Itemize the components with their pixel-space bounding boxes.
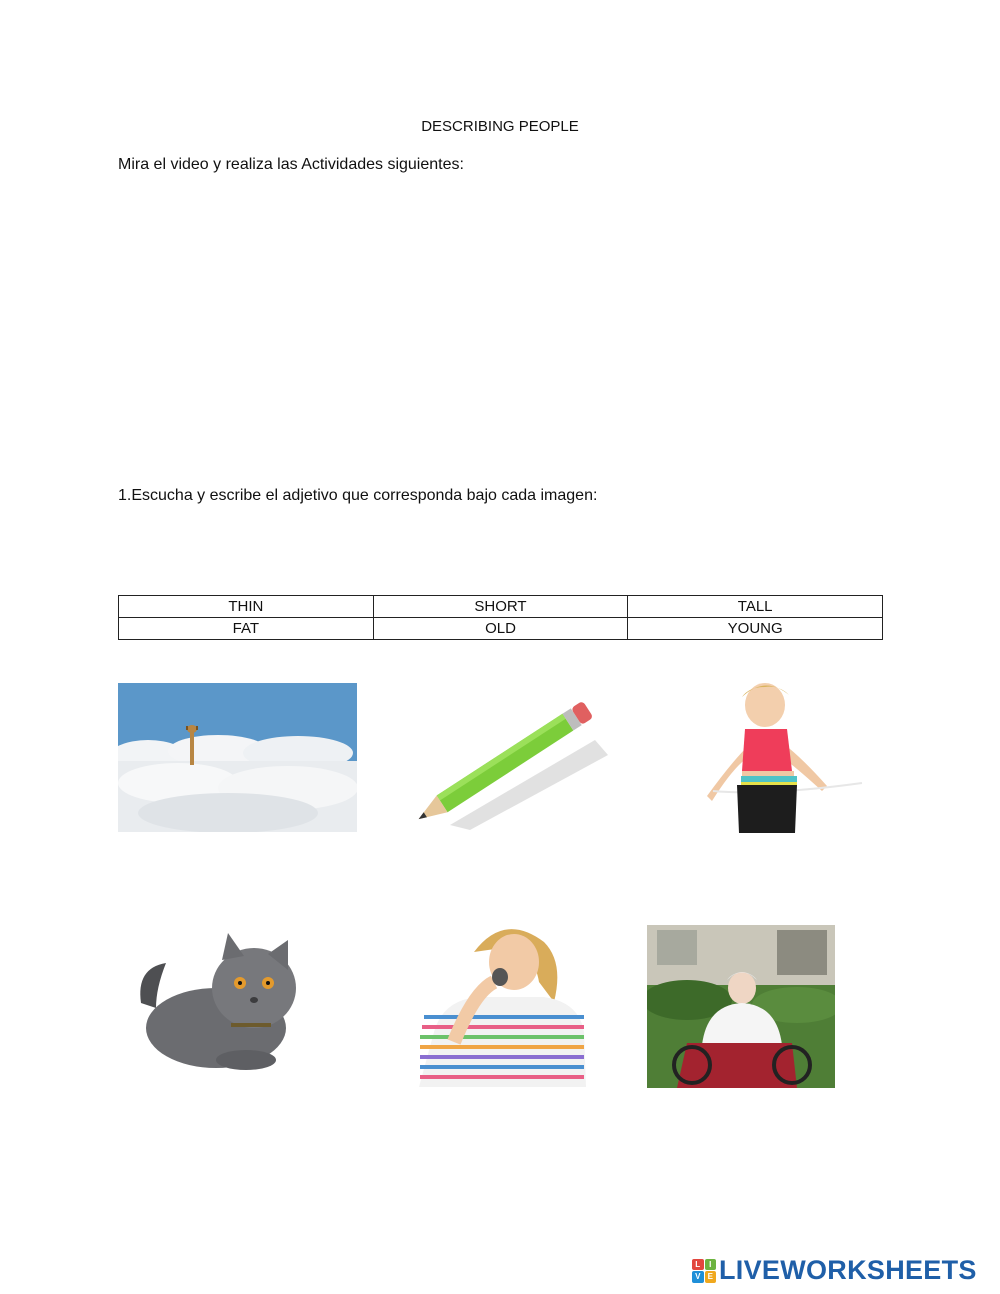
woman-measuring-waist-image	[647, 681, 867, 833]
word-cell: SHORT	[373, 596, 628, 618]
word-cell: THIN	[119, 596, 374, 618]
pencil-image	[410, 685, 610, 833]
table-row	[119, 618, 883, 640]
word-cell: YOUNG	[628, 618, 883, 640]
giraffe-in-clouds-image	[118, 683, 357, 832]
activity-instruction: 1.Escucha y escribe el adjetivo que corresponda bajo cada imagen:	[118, 487, 598, 504]
grey-cat-image	[136, 928, 298, 1072]
girl-singing-image	[414, 922, 586, 1087]
word-cell: FAT	[119, 618, 374, 640]
logo-text: LIVEWORKSHEETS	[719, 1255, 977, 1285]
instructions-text: Mira el video y realiza las Actividades siguientes:	[118, 156, 464, 173]
elderly-woman-wheelchair-image	[647, 925, 835, 1088]
word-cell: TALL	[628, 596, 883, 618]
word-cell: OLD	[373, 618, 628, 640]
liveworksheets-logo	[692, 1255, 977, 1286]
table-row	[119, 596, 883, 618]
word-bank-table	[118, 595, 883, 640]
worksheet-title: DESCRIBING PEOPLE	[421, 118, 579, 135]
logo-badge-icon: L I V E	[692, 1259, 716, 1283]
